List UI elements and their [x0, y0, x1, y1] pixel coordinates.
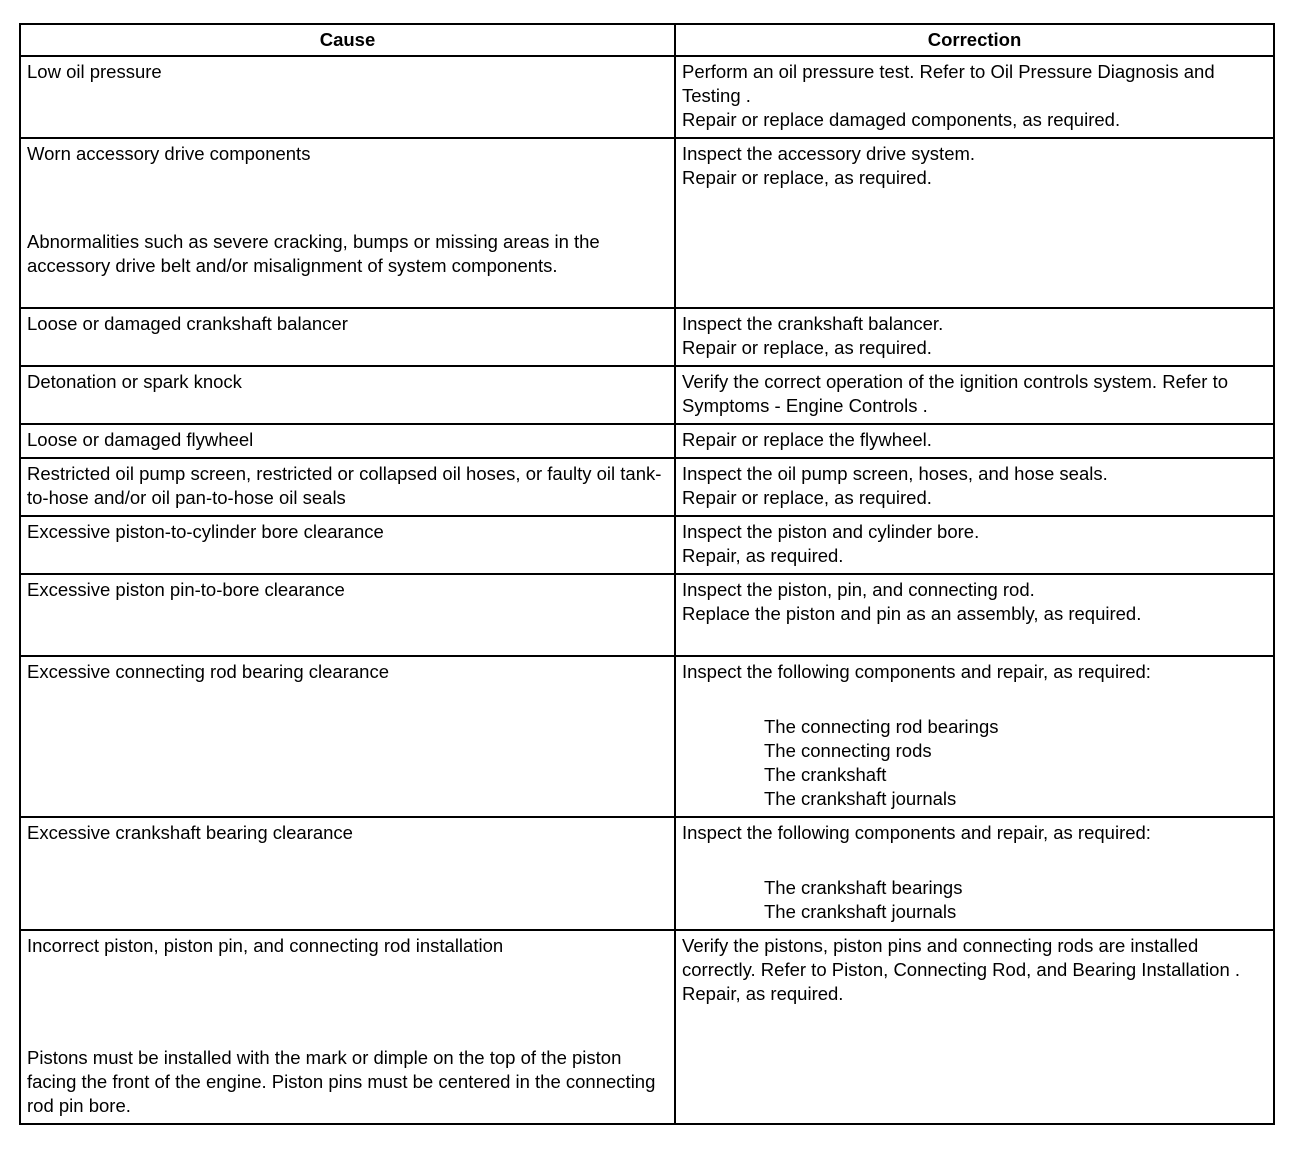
correction-text: Repair or replace, as required.	[682, 337, 932, 358]
header-row	[20, 24, 1274, 56]
cause-note: Pistons must be installed with the mark or dimple on the top of the piston facing the front of the engine. Piston pins must be centered in the connecting rod pin bore.	[27, 1047, 656, 1116]
correction-text: Replace the piston and pin as an assembly, as required.	[682, 603, 1142, 624]
table-row	[20, 458, 1274, 516]
cause-text: Worn accessory drive components	[27, 143, 311, 164]
cause-text: Incorrect piston, piston pin, and connecting rod installation	[27, 935, 504, 956]
cause-cell	[20, 138, 675, 308]
correction-text: Repair or replace, as required.	[682, 487, 932, 508]
component-list	[682, 715, 1267, 811]
correction-text: Inspect the oil pump screen, hoses, and hose seals.	[682, 463, 1108, 484]
table-row	[20, 817, 1274, 930]
cause-cell	[20, 56, 675, 138]
correction-cell	[675, 138, 1274, 308]
correction-text: Repair or replace the flywheel.	[682, 429, 932, 450]
correction-text: Repair, as required.	[682, 983, 844, 1004]
correction-cell	[675, 516, 1274, 574]
list-item: The crankshaft journals	[764, 901, 957, 922]
cause-cell	[20, 308, 675, 366]
table-row	[20, 138, 1274, 308]
table-row	[20, 656, 1274, 817]
correction-cell	[675, 308, 1274, 366]
cause-text: Excessive crankshaft bearing clearance	[27, 822, 353, 843]
component-list	[682, 876, 1267, 924]
correction-cell	[675, 424, 1274, 458]
correction-text: Repair or replace, as required.	[682, 167, 932, 188]
list-item: The crankshaft bearings	[764, 877, 963, 898]
correction-text: Perform an oil pressure test. Refer to Oil Pressure Diagnosis and Testing .	[682, 61, 1215, 106]
correction-cell	[675, 574, 1274, 656]
cause-text: Loose or damaged crankshaft balancer	[27, 313, 348, 334]
table-row	[20, 56, 1274, 138]
cause-cell	[20, 930, 675, 1124]
correction-text: Inspect the accessory drive system.	[682, 143, 976, 164]
cause-text: Excessive connecting rod bearing clearance	[27, 661, 389, 682]
cause-text: Detonation or spark knock	[27, 371, 242, 392]
correction-text: Repair, as required.	[682, 545, 844, 566]
list-item: The crankshaft journals	[764, 788, 957, 809]
cause-cell	[20, 424, 675, 458]
cause-text: Excessive piston pin-to-bore clearance	[27, 579, 345, 600]
correction-cell	[675, 656, 1274, 817]
correction-text: Inspect the crankshaft balancer.	[682, 313, 944, 334]
cause-cell	[20, 656, 675, 817]
list-item: The connecting rods	[764, 740, 932, 761]
table-row	[20, 366, 1274, 424]
correction-text: Repair or replace damaged components, as required.	[682, 109, 1121, 130]
table-row	[20, 308, 1274, 366]
header-cause: Cause	[20, 24, 675, 56]
correction-cell	[675, 817, 1274, 930]
correction-text: Verify the correct operation of the ignition controls system. Refer to Symptoms - Engine Controls .	[682, 371, 1229, 416]
cause-text: Low oil pressure	[27, 61, 162, 82]
cause-cell	[20, 458, 675, 516]
correction-text: Inspect the piston and cylinder bore.	[682, 521, 980, 542]
cause-note: Abnormalities such as severe cracking, bumps or missing areas in the accessory drive belt and/or misalignment of system components.	[27, 231, 600, 276]
cause-cell	[20, 817, 675, 930]
correction-cell	[675, 366, 1274, 424]
header-correction: Correction	[675, 24, 1274, 56]
correction-cell	[675, 458, 1274, 516]
cause-cell	[20, 366, 675, 424]
list-item: The crankshaft	[764, 764, 887, 785]
table-row	[20, 574, 1274, 656]
cause-text: Loose or damaged flywheel	[27, 429, 254, 450]
diagnostic-table	[19, 23, 1275, 1125]
table-row	[20, 516, 1274, 574]
table-row	[20, 930, 1274, 1124]
cause-cell	[20, 574, 675, 656]
cause-text: Excessive piston-to-cylinder bore clearance	[27, 521, 384, 542]
correction-text: Verify the pistons, piston pins and connecting rods are installed correctly. Refer to Piston, Connecting Rod, and Bearing Installation .	[682, 935, 1241, 980]
list-item: The connecting rod bearings	[764, 716, 999, 737]
correction-cell	[675, 930, 1274, 1124]
correction-text: Inspect the piston, pin, and connecting rod.	[682, 579, 1035, 600]
correction-text: Inspect the following components and repair, as required:	[682, 661, 1151, 682]
correction-cell	[675, 56, 1274, 138]
cause-text: Restricted oil pump screen, restricted or collapsed oil hoses, or faulty oil tank-to-hose and/or oil pan-to-hose oil seals	[27, 463, 662, 508]
table-row	[20, 424, 1274, 458]
correction-text: Inspect the following components and repair, as required:	[682, 822, 1151, 843]
cause-cell	[20, 516, 675, 574]
